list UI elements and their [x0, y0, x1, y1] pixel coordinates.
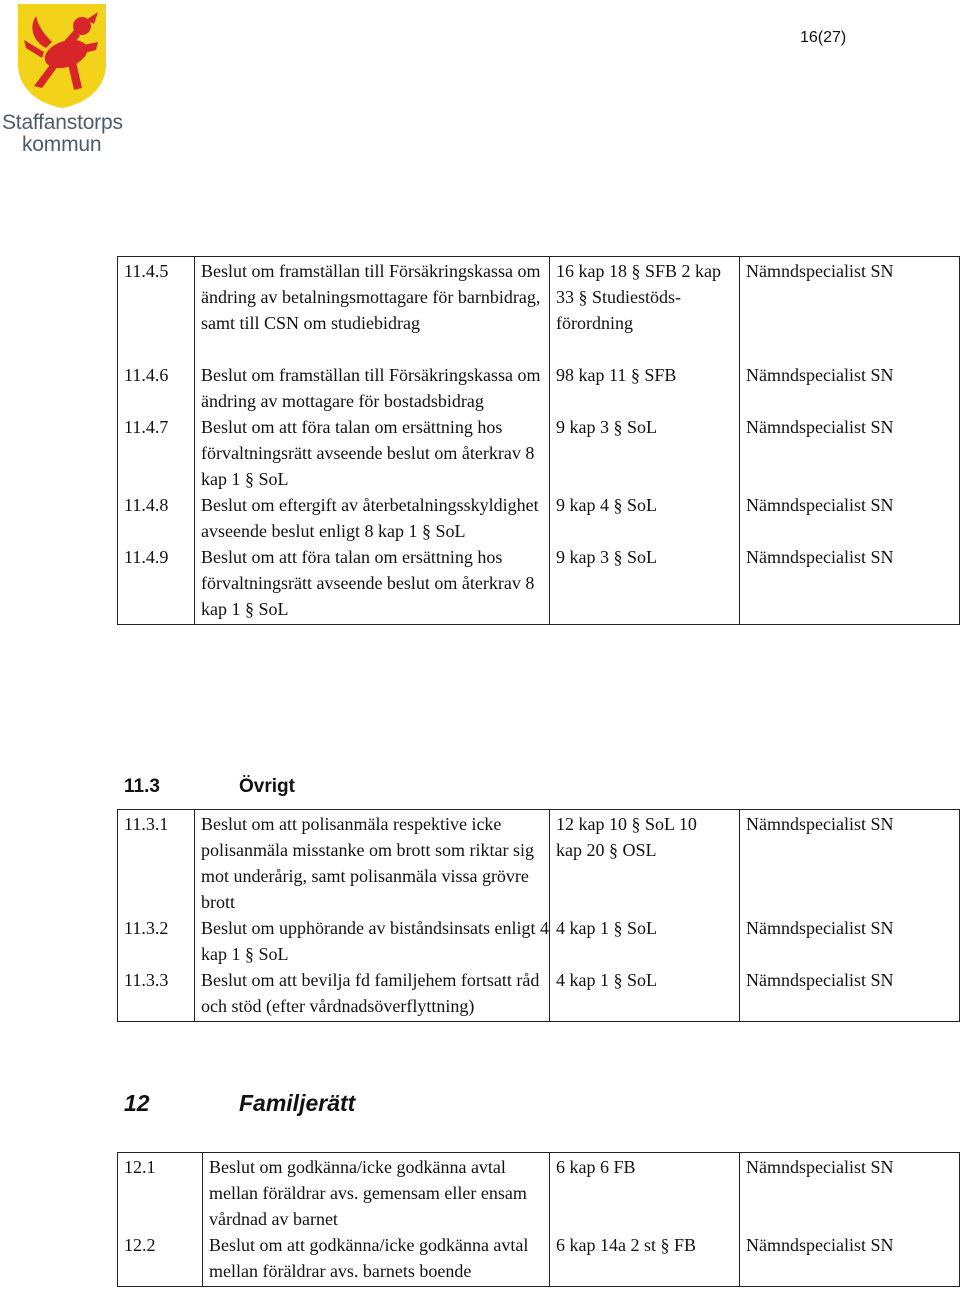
table-row [118, 915, 960, 967]
section-heading-12 [124, 1090, 356, 1117]
row-number: 11.4.7 [118, 414, 195, 492]
row-number: 11.3.1 [118, 810, 195, 916]
table-row [118, 414, 960, 492]
row-number: 11.4.8 [118, 492, 195, 544]
table-row [118, 1232, 960, 1287]
logo-text-line2: kommun [22, 133, 102, 156]
row-number: 11.3.2 [118, 915, 195, 967]
delegate: Nämndspecialist SN [740, 810, 960, 916]
delegate: Nämndspecialist SN [740, 362, 960, 414]
row-number: 11.3.3 [118, 967, 195, 1022]
table-row [118, 1153, 960, 1233]
legal-reference: 12 kap 10 § SoL 10 kap 20 § OSL [550, 810, 740, 916]
delegate: Nämndspecialist SN [740, 1153, 960, 1233]
decision-text: Beslut om att föra talan om ersättning hos förvaltningsrätt avseende beslut om återkrav 8 kap 1 § SoL [195, 544, 550, 625]
decision-text: Beslut om att godkänna/icke godkänna avtal mellan föräldrar avs. barnets boende [203, 1232, 550, 1287]
decision-text: Beslut om att bevilja fd familjehem fortsatt råd och stöd (efter vårdnadsöverflyttning) [195, 967, 550, 1022]
decision-text: Beslut om framställan till Försäkringskassa om ändring av mottagare för bostadsbidrag [195, 362, 550, 414]
delegation-table-12 [117, 1152, 960, 1287]
section-title: Övrigt [239, 776, 295, 797]
section-heading-11-3 [124, 776, 295, 798]
logo-text-line1: Staffanstorps [2, 111, 123, 134]
row-number: 11.4.9 [118, 544, 195, 625]
coat-of-arms-icon [16, 2, 108, 110]
table-row [118, 257, 960, 363]
legal-reference: 6 kap 14a 2 st § FB [550, 1232, 740, 1287]
delegate: Nämndspecialist SN [740, 414, 960, 492]
table-row [118, 544, 960, 625]
legal-reference: 9 kap 3 § SoL [550, 414, 740, 492]
table-row [118, 810, 960, 916]
delegation-table-11-3 [117, 809, 960, 1022]
legal-reference: 4 kap 1 § SoL [550, 967, 740, 1022]
decision-text: Beslut om eftergift av återbetalningsskyldighet avseende beslut enligt 8 kap 1 § SoL [195, 492, 550, 544]
legal-reference: 98 kap 11 § SFB [550, 362, 740, 414]
table-row [118, 362, 960, 414]
section-number: 12 [124, 1090, 150, 1116]
municipality-logo [0, 0, 130, 160]
delegate: Nämndspecialist SN [740, 544, 960, 625]
table-row [118, 967, 960, 1022]
section-number: 11.3 [124, 776, 160, 797]
row-number: 12.2 [118, 1232, 203, 1287]
legal-reference: 16 kap 18 § SFB 2 kap 33 § Studiestöds- förordning [550, 257, 740, 363]
table-row [118, 492, 960, 544]
legal-reference: 9 kap 4 § SoL [550, 492, 740, 544]
row-number: 11.4.5 [118, 257, 195, 363]
decision-text: Beslut om att polisanmäla respektive icke polisanmäla misstanke om brott som riktar sig mot underårig, samt polisanmäla vissa grövre brott [195, 810, 550, 916]
page-number: 16(27) [800, 29, 847, 46]
decision-text: Beslut om godkänna/icke godkänna avtal mellan föräldrar avs. gemensam eller ensam vårdnad av barnet [203, 1153, 550, 1233]
legal-reference: 9 kap 3 § SoL [550, 544, 740, 625]
row-number: 12.1 [118, 1153, 203, 1233]
delegation-table-11-4 [117, 256, 960, 625]
row-number: 11.4.6 [118, 362, 195, 414]
delegate: Nämndspecialist SN [740, 967, 960, 1022]
decision-text: Beslut om upphörande av biståndsinsats enligt 4 kap 1 § SoL [195, 915, 550, 967]
legal-reference: 6 kap 6 FB [550, 1153, 740, 1233]
legal-reference: 4 kap 1 § SoL [550, 915, 740, 967]
section-title: Familjerätt [239, 1090, 356, 1116]
delegate: Nämndspecialist SN [740, 257, 960, 363]
delegate: Nämndspecialist SN [740, 1232, 960, 1287]
decision-text: Beslut om att föra talan om ersättning hos förvaltningsrätt avseende beslut om återkrav 8 kap 1 § SoL [195, 414, 550, 492]
delegate: Nämndspecialist SN [740, 915, 960, 967]
delegate: Nämndspecialist SN [740, 492, 960, 544]
decision-text: Beslut om framställan till Försäkringskassa om ändring av betalningsmottagare för barnbidrag, samt till CSN om studiebidrag [195, 257, 550, 363]
